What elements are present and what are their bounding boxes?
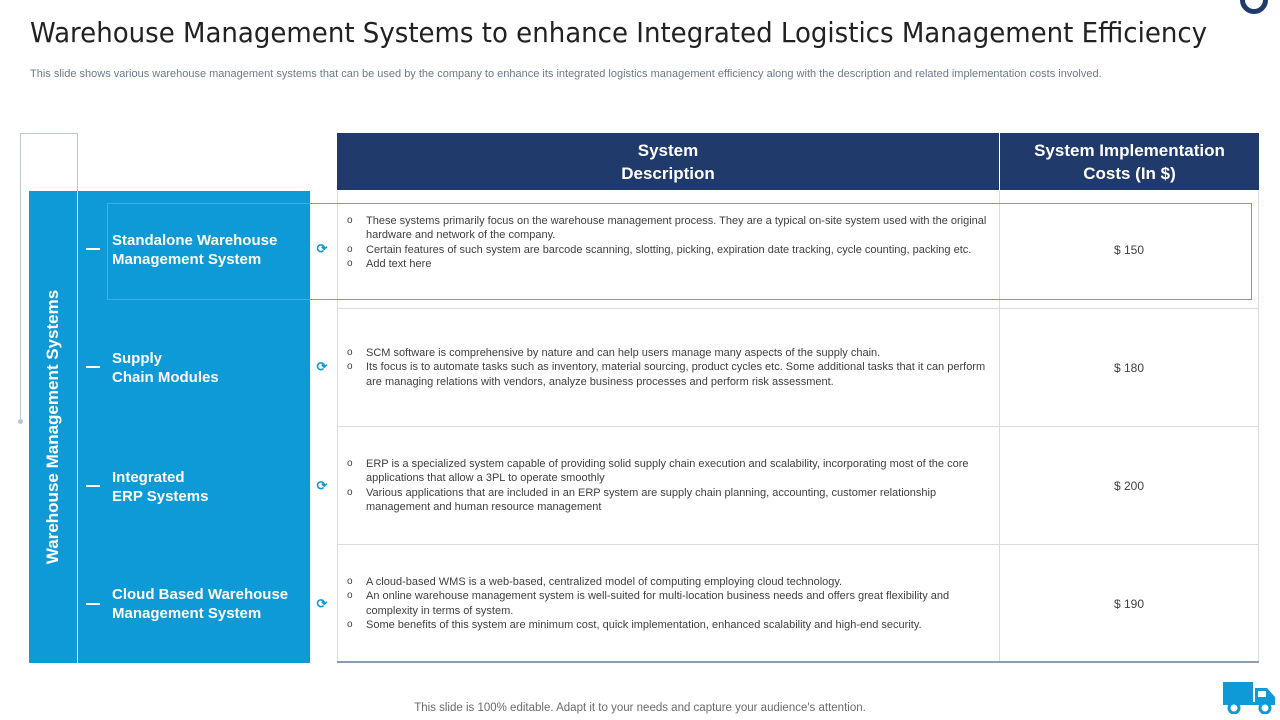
list-item: o Certain features of such system are barcode scanning, slotting, picking, expiration date tracking, cycle counting, packing etc.	[345, 243, 993, 257]
system-name-1: Standalone Warehouse Management System	[112, 232, 278, 268]
cost-value-2: $ 180	[1113, 361, 1145, 375]
row-highlight-box	[107, 203, 1252, 300]
cost-value-1: $ 150	[1113, 243, 1145, 257]
arrow-connector-icon: ⟳	[316, 241, 328, 256]
row-tick	[86, 366, 100, 368]
header-implementation-costs: System Implementation Costs (In $)	[1000, 133, 1259, 190]
row-tick	[86, 485, 100, 487]
list-item: o Various applications that are included in an ERP system are supply chain planning, accounting, customer relationship management and human resource management	[345, 486, 993, 515]
row-tick	[86, 603, 100, 605]
description-list-2	[345, 346, 993, 389]
list-item: o An online warehouse management system is well-suited for multi-location business needs and offers great flexibility and complexity in terms of system.	[345, 589, 993, 618]
system-name-3: Integrated ERP Systems	[112, 469, 209, 505]
system-name-4: Cloud Based Warehouse Management System	[112, 586, 289, 622]
corner-decoration-icon	[1240, 0, 1268, 14]
panel-vertical-label: Warehouse Management Systems	[43, 289, 62, 565]
arrow-connector-icon: ⟳	[316, 478, 328, 493]
delivery-truck-icon	[1222, 680, 1278, 714]
list-item: o These systems primarily focus on the warehouse management process. They are a typical on-site system used with the original hardware and network of the company.	[345, 214, 993, 243]
frame-dot	[18, 419, 23, 424]
list-item: o SCM software is comprehensive by nature and can help users manage many aspects of the supply chain.	[345, 346, 993, 360]
list-item: o Add text here	[345, 257, 993, 271]
row-tick	[86, 248, 100, 250]
arrow-connector-icon: ⟳	[316, 359, 328, 374]
header-system-description: System Description	[337, 133, 999, 190]
list-item: o ERP is a specialized system capable of providing solid supply chain execution and scalability, incorporating most of the core applications that allow a 3PL to operate smoothly	[345, 457, 993, 486]
cost-value-3: $ 200	[1113, 479, 1145, 493]
panel-divider	[77, 191, 78, 663]
cost-value-4: $ 190	[1113, 597, 1145, 611]
description-list-3	[345, 457, 993, 515]
page-title: Warehouse Management Systems to enhance Integrated Logistics Management Efficiency	[30, 16, 1208, 49]
list-item: o A cloud-based WMS is a web-based, centralized model of computing employing cloud technology.	[345, 575, 993, 589]
description-list-4	[345, 575, 993, 633]
list-item: o Its focus is to automate tasks such as inventory, material sourcing, product cycles etc. Some additional tasks that it can perform are managing relations with vendors, analyze business processes and perform risk assessment.	[345, 360, 993, 389]
arrow-connector-icon: ⟳	[316, 596, 328, 611]
list-item: o Some benefits of this system are minimum cost, quick implementation, enhanced scalability and high-end security.	[345, 618, 993, 632]
system-name-2: Supply Chain Modules	[112, 350, 219, 386]
footer-note: This slide is 100% editable. Adapt it to your needs and capture your audience's attention.	[414, 702, 866, 714]
page-subtitle: This slide shows various warehouse management systems that can be used by the company to enhance its integrated logistics management efficiency along with the description and related implementation costs involved.	[30, 68, 1102, 80]
